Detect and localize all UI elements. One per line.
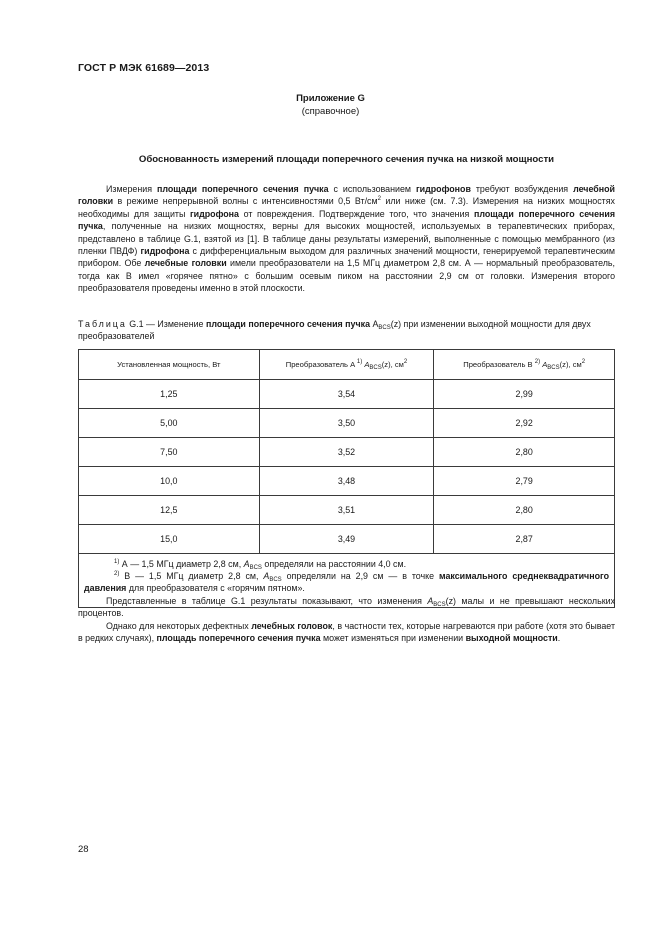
appendix-subtitle: (справочное): [301, 105, 360, 117]
cell-b: 2,99: [434, 380, 615, 409]
subscript: BCS: [547, 365, 560, 371]
text: Измерения: [106, 184, 157, 194]
text: требуют возбуждения: [470, 184, 574, 194]
text: (z) при изменении выходной мощности для двух преобразователей: [78, 319, 591, 341]
term: выходной мощности: [465, 633, 558, 644]
term: максимального среднеквадратичного давления: [84, 571, 609, 593]
cell-a: 3,48: [259, 467, 434, 496]
superscript: 1): [114, 559, 120, 565]
text: имели преобразователи на 1,5 МГц диаметром 2,8 см. А — нормальный преобразователь, тогда как В имел «горячее пятно» с большим осевым пиком на расстоянии 2,9 см от головки. Измерения второго преобразователя проведены именно в этой плоскости.: [78, 258, 615, 294]
text: (z) малы и не превышают нескольких процентов.: [78, 596, 615, 619]
text: Преобразователь B: [463, 360, 533, 369]
note-2: [84, 570, 609, 594]
term: площади поперечного сечения пучка: [78, 208, 615, 232]
text: (z), см: [559, 360, 582, 369]
symbol: A: [364, 360, 370, 369]
term: площади поперечного сечения пучка: [157, 184, 329, 194]
cell-b: 2,79: [434, 467, 615, 496]
table-header-row: [79, 350, 615, 380]
superscript: 2): [114, 571, 120, 577]
table-row: [79, 467, 615, 496]
cell-a: 3,51: [259, 496, 434, 525]
appendix-heading: [0, 93, 661, 118]
cell-b: 2,80: [434, 438, 615, 467]
appendix-title: Приложение G: [296, 93, 365, 104]
text: , полученные на низких мощностях, верны для высоких мощностей, используемых в терапевтических приборах, представлено в таблице G.1, взятой из [1]. В таблице даны результаты измерений, выполненные с помощью мембранного (из пленки ПВДФ): [78, 221, 615, 257]
header-power: Установленная мощность, Вт: [79, 350, 260, 380]
text: в режиме непрерывной волны с интенсивностями 0,5 Вт/см: [113, 196, 378, 207]
subscript: BCS: [269, 577, 282, 583]
text: с использованием: [328, 184, 416, 194]
superscript: 2: [403, 359, 408, 365]
term: площадь поперечного сечения пучка: [156, 633, 321, 644]
subscript: BCS: [433, 602, 446, 608]
symbol: A: [243, 559, 250, 569]
cell-power: 5,00: [79, 409, 260, 438]
text: для преобразователя с «горячим пятном».: [126, 583, 305, 593]
cell-power: 7,50: [79, 438, 260, 467]
text: G.1 — Изменение: [126, 319, 206, 329]
text: от повреждения. Подтверждение того, что значения: [238, 208, 474, 219]
term: лечебных головок: [251, 621, 333, 631]
cell-b: 2,87: [434, 525, 615, 554]
superscript: 2: [581, 359, 586, 365]
table-row: [79, 409, 615, 438]
symbol: A: [263, 571, 270, 581]
text: определяли на 2,9 см — в точке: [281, 571, 440, 581]
text: (z), см: [381, 360, 404, 369]
caption-label: Таблица: [78, 319, 127, 329]
superscript: 1): [356, 359, 363, 365]
paragraph-results: [78, 595, 615, 620]
cell-power: 12,5: [79, 496, 260, 525]
text: Однако для некоторых дефектных: [106, 621, 252, 631]
table-row: [79, 525, 615, 554]
table-row: [79, 380, 615, 409]
cell-b: 2,80: [434, 496, 615, 525]
cell-a: 3,54: [259, 380, 434, 409]
paragraph-intro: [78, 183, 615, 295]
cell-a: 3,52: [259, 438, 434, 467]
text: с дифференциальным выходом для различных значений мощности, генерируемой терапевтическим прибором. Обе: [78, 246, 615, 269]
cell-power: 10,0: [79, 467, 260, 496]
superscript: 2): [534, 359, 541, 365]
section-title: Обоснованность измерений площади поперечного сечения пучка на низкой мощности: [138, 154, 555, 165]
term: гидрофона: [140, 246, 190, 257]
cell-b: 2,92: [434, 409, 615, 438]
symbol: A: [427, 596, 434, 606]
note-1: [84, 558, 609, 570]
term: лечебные головки: [144, 258, 227, 269]
text: или ниже (см. 7.3). Измерения на низких мощностях необходимы для защиты: [78, 196, 615, 219]
table-row: [79, 496, 615, 525]
header-transducer-b: [434, 350, 615, 380]
text: В — 1,5 МГц диаметр 2,8 см,: [119, 571, 264, 581]
text: .: [557, 633, 561, 644]
text: определяли на расстоянии 4,0 см.: [261, 559, 407, 569]
subscript: BCS: [378, 325, 391, 331]
text: Представленные в таблице G.1 результаты показывают, что изменения: [106, 596, 428, 606]
standard-code: ГОСТ Р МЭК 61689—2013: [78, 62, 210, 74]
symbol: A: [542, 360, 548, 369]
subscript: BCS: [369, 365, 382, 371]
table-row: [79, 438, 615, 467]
page-number: 28: [78, 844, 89, 855]
paragraph-defective: [78, 620, 615, 645]
cell-a: 3,49: [259, 525, 434, 554]
text: , в частности тех, которые нагреваются при работе (хотя это бывает в редких случаях),: [78, 621, 616, 644]
text: А — 1,5 МГц диаметр 2,8 см,: [119, 559, 244, 569]
table-caption: [78, 319, 615, 343]
text: может изменяться при изменении: [320, 633, 466, 644]
data-table: [78, 349, 615, 608]
term: лечебной головки: [78, 184, 615, 207]
superscript: 2: [377, 196, 381, 203]
text: Преобразователь A: [285, 360, 355, 369]
symbol: A: [370, 319, 379, 329]
term: гидрофона: [189, 208, 239, 219]
header-transducer-a: [259, 350, 434, 380]
subscript: BCS: [249, 565, 262, 571]
term: гидрофонов: [415, 184, 471, 194]
cell-power: 1,25: [79, 380, 260, 409]
term: площади поперечного сечения пучка: [205, 319, 370, 329]
cell-power: 15,0: [79, 525, 260, 554]
cell-a: 3,50: [259, 409, 434, 438]
